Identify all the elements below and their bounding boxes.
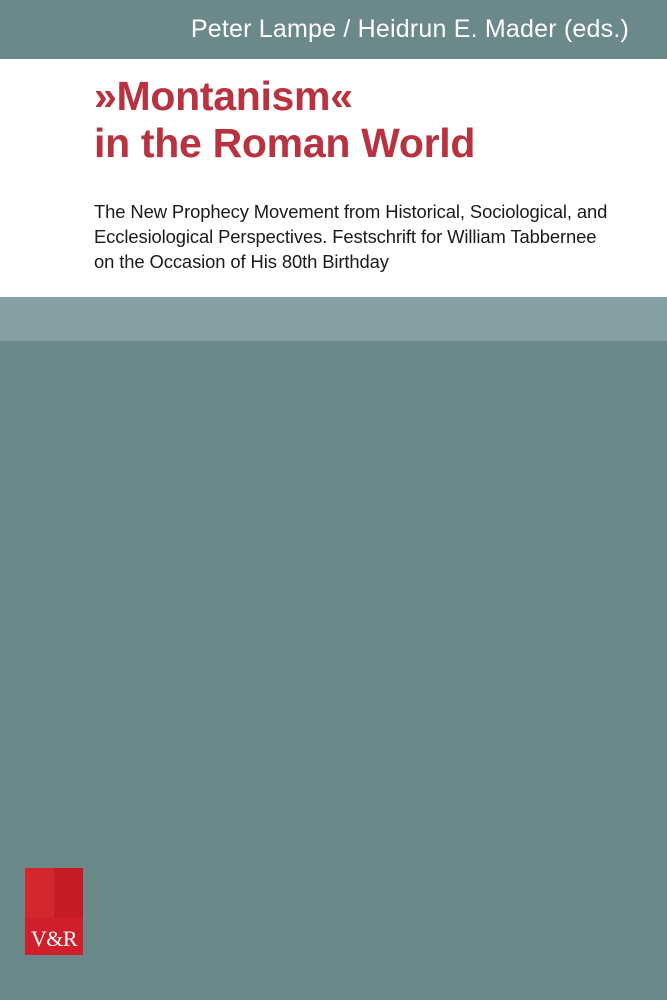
subtitle-line: on the Occasion of His 80th Birthday xyxy=(94,251,389,272)
title-line: »Montanism« xyxy=(94,73,353,119)
editors-line: Peter Lampe / Heidrun E. Mader (eds.) xyxy=(190,15,629,43)
title-line: in the Roman World xyxy=(94,120,476,166)
publisher-logo xyxy=(25,868,83,955)
subtitle-line: The New Prophecy Movement from Historical, Sociological, and xyxy=(94,201,608,222)
book-subtitle xyxy=(94,199,654,274)
book-title xyxy=(94,73,475,167)
subtitle-line: Ecclesiological Perspectives. Festschrift for William Tabbernee xyxy=(94,226,597,247)
publisher-logo-text: V&R xyxy=(30,926,78,951)
cover-field xyxy=(0,341,667,1000)
logo-shade xyxy=(54,868,83,918)
title-panel xyxy=(0,59,667,297)
editors-band xyxy=(0,0,667,59)
decorative-stripe xyxy=(0,297,667,341)
logo-block xyxy=(25,868,83,918)
